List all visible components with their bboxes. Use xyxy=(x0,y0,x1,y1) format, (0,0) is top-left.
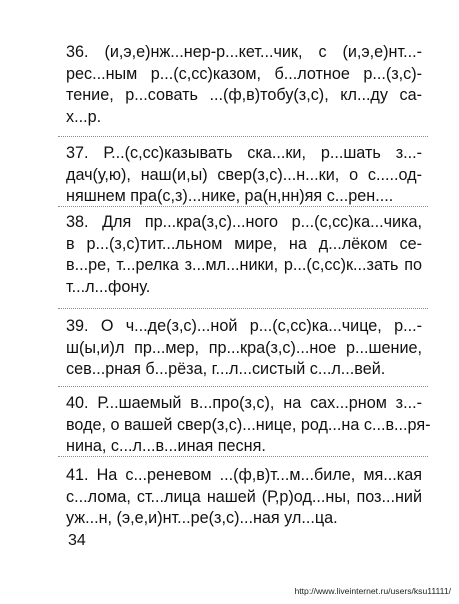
exercise-line: в р...(з,с)тит...льном мире, на д...лёком се- xyxy=(66,234,422,253)
exercise-line: 40. Р...шаемый в...про(з,с), на сах...рном з...- xyxy=(66,394,422,412)
section-divider xyxy=(58,206,428,207)
exercise-line: дач(у,ю), наш(и,ы) свер(з,с)...н...ки, о с.....од- xyxy=(66,165,422,184)
page-number: 34 xyxy=(68,532,86,549)
exercise-line: в...ре, т...релка з...мл...ники, р...(с,сс)к...зать по xyxy=(66,256,422,275)
exercise-line: 39. О ч...де(з,с)...ной р...(с,сс)ка...чице, р...- xyxy=(66,317,422,335)
exercise-line: сев...рная б...рёза, г...л...систый с...л...вей. xyxy=(66,360,386,379)
exercise-line: воде, о вашей свер(з,с)...нице, род...на с...в...ря- xyxy=(66,415,431,434)
exercise-41 xyxy=(66,465,422,530)
exercise-line: рес...ным р...(с,сс)казом, б...лотное р...(з,с)- xyxy=(66,64,422,83)
exercise-line: няшнем пра(с,з)...нике, ра(н,нн)яя с...рен.... xyxy=(66,187,394,206)
exercise-line: нина, с...л...в...иная песня. xyxy=(66,437,266,456)
exercise-line: х...р. xyxy=(66,107,102,126)
section-divider xyxy=(58,386,428,387)
exercise-line: 41. На с...реневом ...(ф,в)т...м...биле, мя...кая xyxy=(66,466,422,484)
exercise-37 xyxy=(66,143,422,208)
section-divider xyxy=(58,308,428,309)
exercise-line: уж...н, (э,е,и)нт...ре(з,с)...ная ул...ца. xyxy=(66,509,338,528)
exercise-39 xyxy=(66,316,422,381)
exercise-line: с...лома, ст...лица нашей (Р,р)од...ны, поз...ний xyxy=(66,487,422,506)
footer-url: http://www.liveinternet.ru/users/ksu11111/ xyxy=(294,586,451,596)
exercise-line: т...л...фону. xyxy=(66,277,151,296)
exercise-38 xyxy=(66,212,422,298)
exercise-line: 37. Р...(с,сс)казывать ска...ки, р...шать з...- xyxy=(66,144,422,162)
exercise-line: тение, р...совать ...(ф,в)тобу(з,с), кл...ду са- xyxy=(66,86,422,105)
exercise-line: 36. (и,э,е)нж...нер-р...кет...чик, с (и,э,е)нт...- xyxy=(66,43,422,61)
exercise-36 xyxy=(66,42,422,128)
exercise-40 xyxy=(66,393,431,458)
exercise-line: ш(ы,и)л пр...мер, пр...кра(з,с)...ное р...шение, xyxy=(66,338,422,357)
section-divider xyxy=(58,136,428,137)
exercise-line: 38. Для пр...кра(з,с)...ного р...(с,сс)ка...чика, xyxy=(66,213,422,231)
section-divider xyxy=(58,456,428,457)
